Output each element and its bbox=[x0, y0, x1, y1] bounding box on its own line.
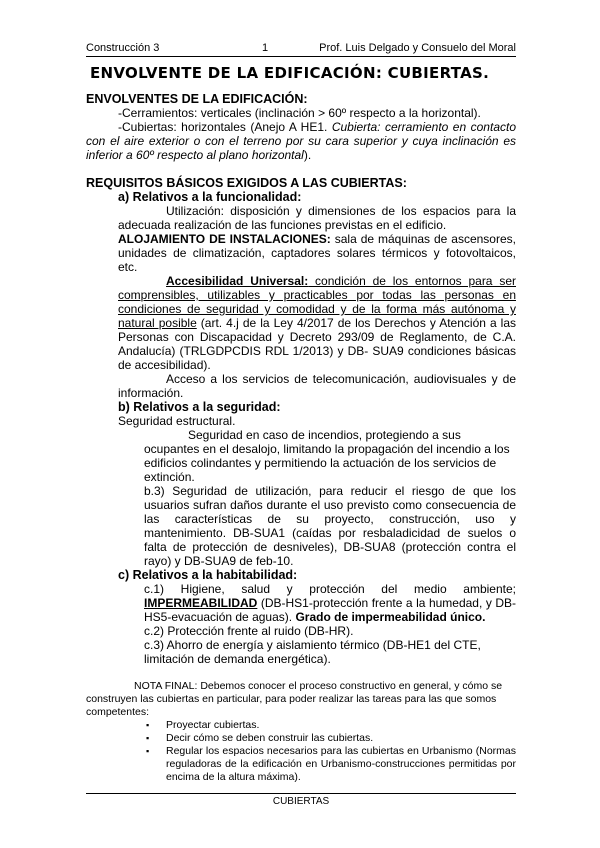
seguridad-incendios: Seguridad en caso de incendios, protegiendo a sus ocupantes en el desalojo, limitando la propagación del incendio a los edificios colindantes y permitiendo la actuación de los servicios de extinción. bbox=[144, 428, 510, 484]
nota-final: NOTA FINAL: Debemos conocer el proceso constructivo en general, y cómo se construyen las cubiertas en particular, para poder realizar las tareas para las que somos competentes: bbox=[86, 680, 503, 718]
energia-text: c.3) Ahorro de energía y aislamiento térmico (DB-HE1 del CTE, limitación de demanda energética). bbox=[144, 638, 481, 666]
section-title-requisitos: REQUISITOS BÁSICOS EXIGIDOS A LAS CUBIERTAS: bbox=[86, 176, 407, 190]
alojamiento-text: ALOJAMIENTO DE INSTALACIONES: sala de máquinas de ascensores, unidades de climatización, captadores solares térmicos y fotovoltaicos, etc. bbox=[118, 232, 516, 274]
subsection-seguridad: b) Relativos a la seguridad: bbox=[118, 400, 281, 414]
authors: Prof. Luis Delgado y Consuelo del Moral bbox=[319, 42, 516, 54]
page-footer: CUBIERTAS bbox=[86, 793, 516, 807]
seguridad-estructural: Seguridad estructural. bbox=[118, 414, 236, 428]
list-item: ▪ Regular los espacios necesarios para las cubiertas en Urbanismo (Normas reguladoras de la edificación en Urbanismo-construcciones permitidas por encima de la altura máxima). bbox=[146, 745, 516, 784]
page-number: 1 bbox=[262, 42, 269, 54]
cerramientos-text: -Cerramientos: verticales (inclinación > 60º respecto a la horizontal). bbox=[118, 106, 481, 120]
page-header bbox=[86, 40, 516, 57]
acceso-text: Acceso a los servicios de telecomunicación, audiovisuales y de información. bbox=[118, 372, 516, 400]
document-body bbox=[86, 66, 516, 784]
course-name: Construcción 3 bbox=[86, 42, 160, 54]
cubiertas-definition: -Cubiertas: horizontales (Anejo A HE1. Cubierta: cerramiento en contacto con el aire exterior o con el terreno por su cara superior y cuya inclinación es inferior a 60º respecto al plano horizontal). bbox=[86, 120, 516, 162]
seguridad-utilizacion: b.3) Seguridad de utilización, para reducir el riesgo de que los usuarios sufran daños durante el uso previsto como consecuencia de las características de su proyecto, construcción, uso y mantenimiento. DB-SUA1 (caídas por resbaladicidad de suelos o falta de protección de desniveles), DB-SUA8 (protección contra el rayo) y DB-SUA9 de feb-10. bbox=[144, 484, 516, 568]
accesibilidad-text: Accesibilidad Universal: condición de los entornos para ser comprensibles, utilizables y practicables por todas las personas en condiciones de seguridad y comodidad y de la forma más autónoma y natural posible (art. 4.j de la Ley 4/2017 de los Derechos y Atención a las Personas con Discapacidad y Decreto 293/09 de Reglamento, de C.A. Andalucía) (TRLGDPCDIS RDL 1/2013) y DB- SUA9 condiciones básicas de accesibilidad). bbox=[118, 274, 516, 372]
subsection-funcionalidad: a) Relativos a la funcionalidad: bbox=[118, 190, 302, 204]
higiene-text: c.1) Higiene, salud y protección del medio ambiente; IMPERMEABILIDAD (DB-HS1-protección frente a la humedad, y DB-HS5-evacuación de aguas). Grado de impermeabilidad único. bbox=[144, 582, 516, 624]
list-item: ▪ Proyectar cubiertas. bbox=[146, 719, 516, 732]
utilizacion-text: Utilización: disposición y dimensiones de los espacios para la adecuada realización de las funciones previstas en el edificio. bbox=[118, 204, 516, 232]
list-item: ▪ Decir cómo se deben construir las cubiertas. bbox=[146, 732, 516, 745]
page-title: ENVOLVENTE DE LA EDIFICACIÓN: CUBIERTAS. bbox=[90, 64, 490, 82]
subsection-habitabilidad: c) Relativos a la habitabilidad: bbox=[118, 568, 298, 582]
section-title-envolventes: ENVOLVENTES DE LA EDIFICACIÓN: bbox=[86, 92, 308, 106]
ruido-text: c.2) Protección frente al ruido (DB-HR). bbox=[144, 624, 354, 638]
competencias-list bbox=[86, 719, 516, 784]
